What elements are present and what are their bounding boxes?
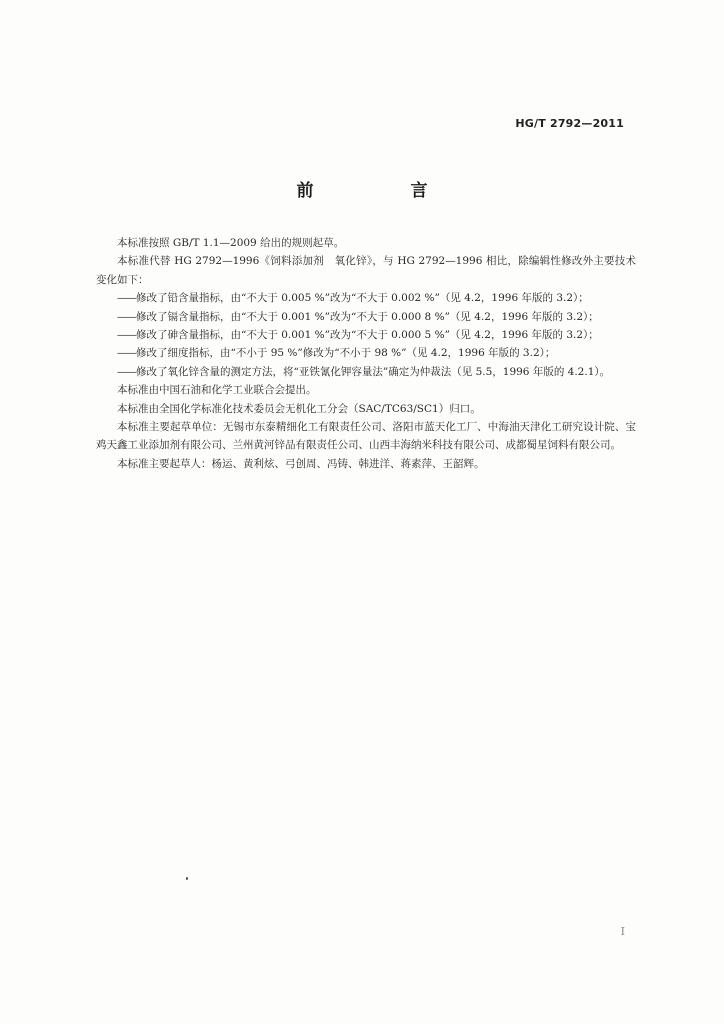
page-title: 前 言: [296, 181, 468, 201]
paragraph-drafting-units: 本标准主要起草单位：无锡市东泰精细化工有限责任公司、洛阳市蓝天化工厂、中海油天津化工研究设计院、宝鸡天鑫工业添加剂有限公司、兰州黄河锌品有限责任公司、山西丰海纳米科技有限公司、成都蜀星饲料有限公司。: [96, 421, 636, 452]
dash-mark: ——: [117, 365, 136, 378]
change-item: [96, 289, 636, 307]
paragraph-proposer: 本标准由中国石油和化学工业联合会提出。: [117, 384, 317, 397]
change-item: [96, 344, 636, 362]
paragraph-drafting-rules: 本标准按照 GB/T 1.1—2009 给出的规则起草。: [117, 237, 345, 249]
change-item: [96, 326, 636, 344]
dash-mark: ——: [117, 347, 136, 360]
change-text: 修改了砷含量指标，由“不大于 0.001 %”改为“不大于 0.000 5 %”（见 4.2，1996 年版的 3.2）；: [136, 329, 599, 342]
change-text: 修改了氧化锌含量的测定方法，将“亚铁氰化钾容量法”确定为仲裁法（见 5.5，1996 年版的 4.2.1）。: [136, 365, 611, 378]
change-item: [96, 363, 636, 381]
paragraph-drafters: 本标准主要起草人：杨运、黄利炫、弓创周、冯铸、韩进洋、蒋素萍、王韶辉。: [117, 457, 485, 470]
dash-mark: ——: [117, 292, 136, 305]
foreword-body: [96, 234, 636, 473]
dash-mark: ——: [117, 329, 136, 342]
change-item: [96, 308, 636, 326]
standard-code: HG/T 2792—2011: [515, 117, 624, 130]
change-text: 修改了细度指标，由“不小于 95 %”修改为“不小于 98 %”（见 4.2，1996 年版的 3.2）；: [136, 347, 556, 360]
dash-mark: ——: [117, 310, 136, 323]
page-number: I: [620, 925, 625, 938]
paragraph-replacement: 本标准代替 HG 2792—1996《饲料添加剂 氧化锌》，与 HG 2792—1996 相比，除编辑性修改外主要技术变化如下：: [96, 255, 636, 286]
change-text: 修改了镉含量指标，由“不大于 0.001 %”改为“不大于 0.000 8 %”（见 4.2，1996 年版的 3.2）；: [136, 310, 599, 323]
change-text: 修改了铅含量指标，由“不大于 0.005 %”改为“不大于 0.002 %”（见 4.2，1996 年版的 3.2）；: [136, 292, 589, 305]
paragraph-committee: 本标准由全国化学标准化技术委员会无机化工分会（SAC/TC63/SC1）归口。: [117, 402, 481, 415]
scan-speck: [186, 877, 188, 880]
